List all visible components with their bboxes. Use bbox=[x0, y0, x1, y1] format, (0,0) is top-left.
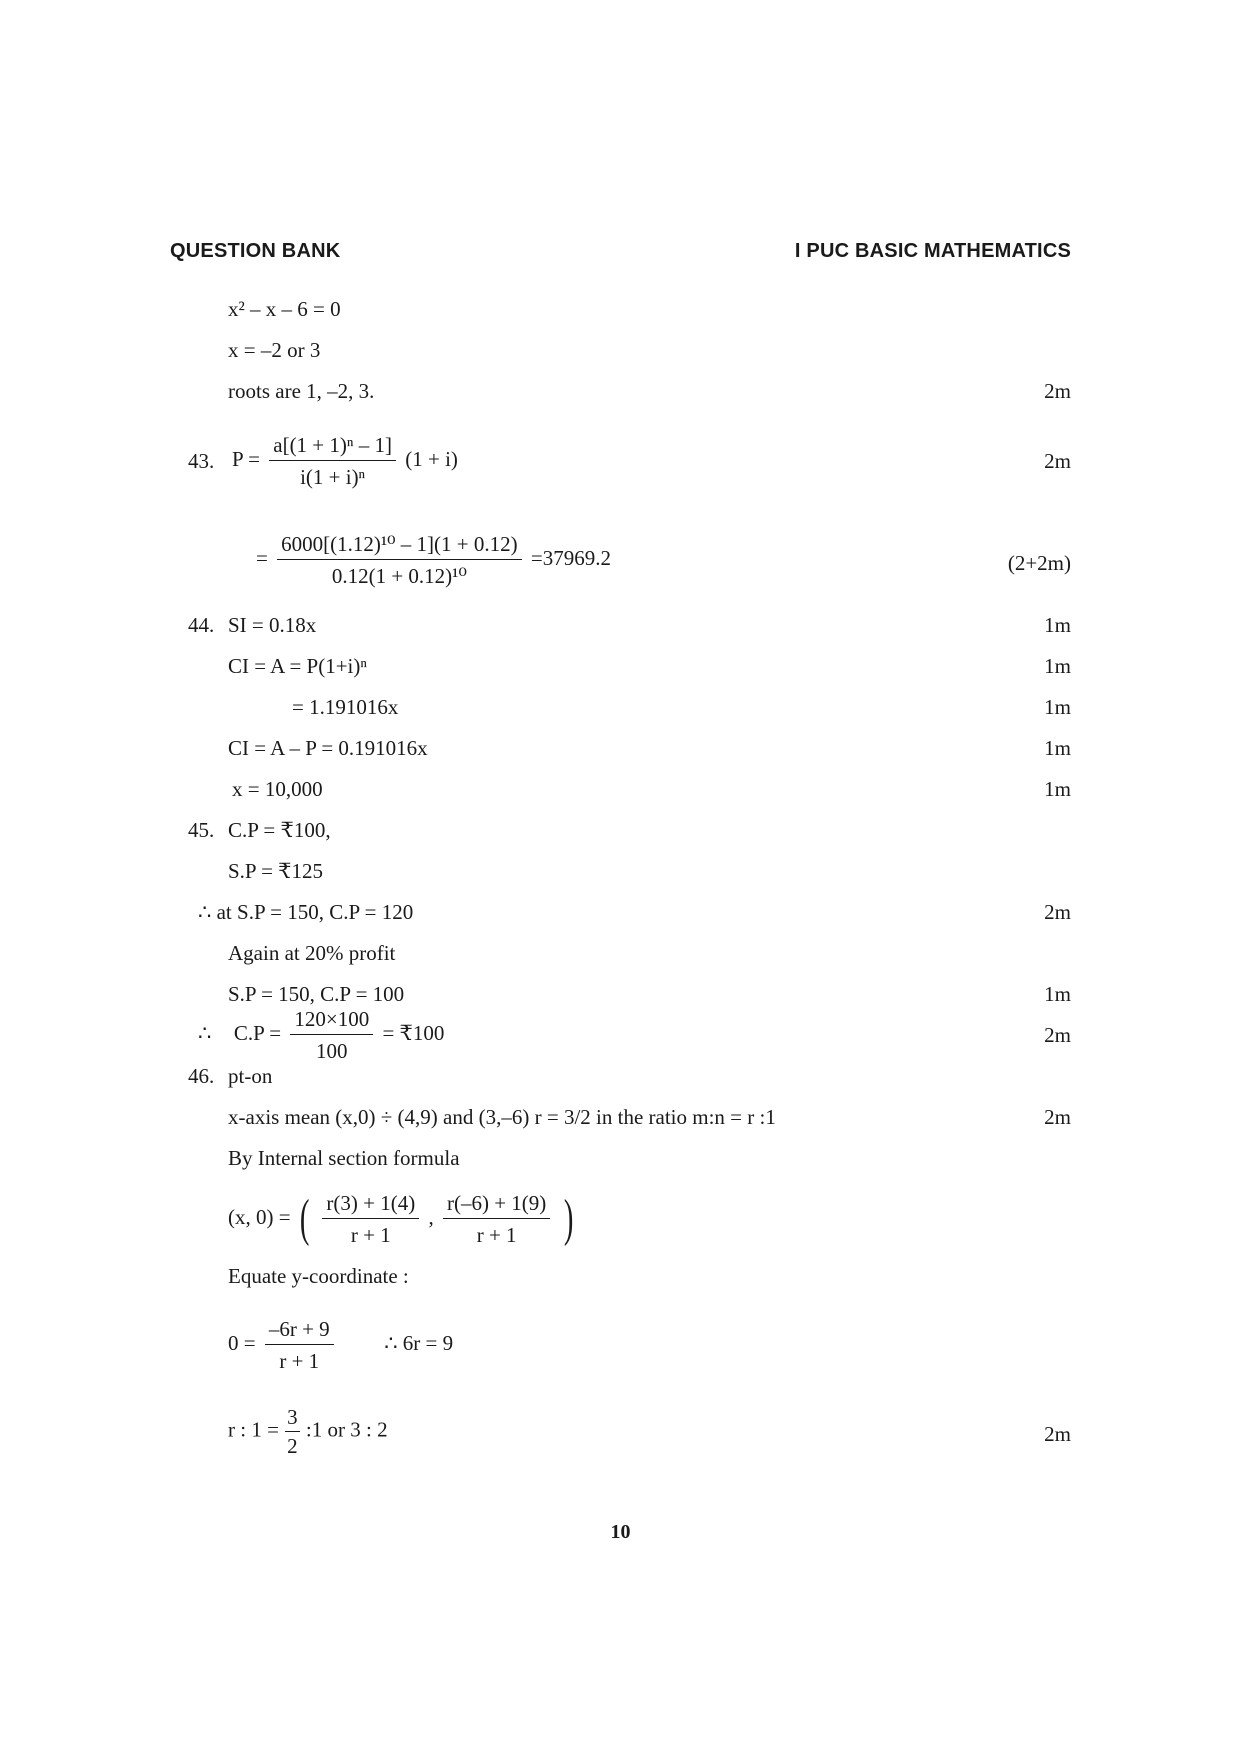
q46-fraction-4-denominator: 2 bbox=[287, 1434, 298, 1458]
q46-ratio bbox=[228, 1404, 388, 1459]
q46-therefore-eq: ∴ 6r = 9 bbox=[384, 1330, 454, 1355]
q46-mark-2: 2m bbox=[1044, 1105, 1071, 1129]
q45-fraction-denominator: 100 bbox=[316, 1039, 348, 1063]
q44-line-1: SI = 0.18x bbox=[228, 613, 317, 637]
q46-section-formula bbox=[228, 1190, 577, 1248]
q45-fraction bbox=[290, 1006, 373, 1064]
q45-therefore-symbol: ∴ bbox=[198, 1020, 212, 1045]
q45-cp-result: = ₹100 bbox=[382, 1020, 445, 1045]
q44-mark-4: 1m bbox=[1044, 736, 1071, 760]
q46-fraction-1 bbox=[322, 1190, 419, 1248]
q43-denominator: i(1 + i)ⁿ bbox=[300, 465, 366, 489]
q44-line-3: = 1.191016x bbox=[292, 695, 399, 719]
q44-line-2: CI = A = P(1+i)ⁿ bbox=[228, 654, 367, 678]
q45-cp-label: C.P = bbox=[233, 1020, 282, 1045]
q46-fraction-3 bbox=[265, 1316, 334, 1374]
left-paren-icon: ( bbox=[299, 1190, 310, 1247]
q46-fraction-2-denominator: r + 1 bbox=[476, 1223, 517, 1247]
q42-mark: 2m bbox=[1044, 379, 1071, 403]
q44-line-5: x = 10,000 bbox=[232, 777, 323, 801]
q45-mark-5: 1m bbox=[1044, 982, 1071, 1006]
q45-number: 45. bbox=[188, 818, 215, 842]
q46-line-1: pt-on bbox=[228, 1064, 273, 1088]
header-left-title: QUESTION BANK bbox=[170, 240, 341, 262]
q46-line-2: x-axis mean (x,0) ÷ (4,9) and (3,–6) r = 3/2 in the ratio m:n = r :1 bbox=[228, 1105, 776, 1129]
q46-number: 46. bbox=[188, 1064, 215, 1088]
page-number: 10 bbox=[610, 1521, 631, 1543]
q46-mark-last: 2m bbox=[1044, 1422, 1071, 1446]
q43-numerator-2: 6000[(1.12)¹⁰ – 1](1 + 0.12) bbox=[277, 531, 522, 560]
q46-fraction-3-numerator: –6r + 9 bbox=[265, 1316, 334, 1345]
q46-fraction-3-denominator: r + 1 bbox=[279, 1349, 320, 1373]
q46-fraction-2-numerator: r(–6) + 1(9) bbox=[443, 1190, 550, 1219]
q42-equation: x² – x – 6 = 0 bbox=[228, 297, 341, 321]
q44-number: 44. bbox=[188, 613, 215, 637]
q45-fraction-numerator: 120×100 bbox=[290, 1006, 373, 1035]
q46-ratio-lhs: r : 1 = bbox=[228, 1417, 279, 1442]
q43-substitution bbox=[256, 531, 611, 589]
q45-line-4: Again at 20% profit bbox=[228, 941, 396, 965]
q43-equals: = bbox=[256, 545, 268, 570]
q45-mark-3: 2m bbox=[1044, 900, 1071, 924]
q46-lhs: (x, 0) = bbox=[228, 1204, 291, 1229]
right-paren-icon: ) bbox=[563, 1190, 573, 1247]
q46-y-equation bbox=[228, 1316, 453, 1374]
q43-result: =37969.2 bbox=[530, 545, 611, 570]
q45-line-2: S.P = ₹125 bbox=[228, 859, 324, 883]
q46-fraction-1-numerator: r(3) + 1(4) bbox=[322, 1190, 419, 1219]
q46-zero-equals: 0 = bbox=[228, 1330, 256, 1355]
q46-ratio-rhs: :1 or 3 : 2 bbox=[305, 1417, 388, 1442]
q44-mark-1: 1m bbox=[1044, 613, 1071, 637]
q44-mark-2: 1m bbox=[1044, 654, 1071, 678]
q46-fraction-1-denominator: r + 1 bbox=[350, 1223, 391, 1247]
q45-line-1: C.P = ₹100, bbox=[228, 818, 331, 842]
q44-line-4: CI = A – P = 0.191016x bbox=[228, 736, 428, 760]
q43-mark-2: (2+2m) bbox=[1007, 551, 1071, 575]
q46-comma: , bbox=[428, 1204, 434, 1229]
q43-numerator: a[(1 + 1)ⁿ – 1] bbox=[269, 432, 396, 461]
q42-roots: roots are 1, –2, 3. bbox=[228, 379, 375, 403]
q43-fraction bbox=[269, 432, 396, 490]
q44-mark-3: 1m bbox=[1044, 695, 1071, 719]
q45-cp-calculation bbox=[198, 1006, 444, 1064]
q46-line-4: Equate y-coordinate : bbox=[228, 1264, 409, 1288]
q43-mark-1: 2m bbox=[1044, 449, 1071, 473]
q42-solution: x = –2 or 3 bbox=[228, 338, 321, 362]
q45-mark-6: 2m bbox=[1044, 1023, 1071, 1047]
q43-denominator-2: 0.12(1 + 0.12)¹⁰ bbox=[331, 564, 467, 588]
q45-line-5: S.P = 150, C.P = 100 bbox=[228, 982, 405, 1006]
q44-mark-5: 1m bbox=[1044, 777, 1071, 801]
q43-fraction-2 bbox=[277, 531, 522, 589]
header-right-title: I PUC BASIC MATHEMATICS bbox=[794, 240, 1071, 262]
q46-fraction-4-numerator: 3 bbox=[285, 1404, 300, 1432]
q46-fraction-4 bbox=[285, 1404, 300, 1459]
q45-line-3: ∴ at S.P = 150, C.P = 120 bbox=[198, 900, 414, 924]
q43-formula bbox=[232, 432, 458, 490]
q46-line-3: By Internal section formula bbox=[228, 1146, 460, 1170]
q46-fraction-2 bbox=[443, 1190, 550, 1248]
q43-p-label: P = bbox=[232, 446, 260, 471]
q43-multiplier: (1 + i) bbox=[405, 446, 458, 471]
q43-number: 43. bbox=[188, 449, 215, 473]
